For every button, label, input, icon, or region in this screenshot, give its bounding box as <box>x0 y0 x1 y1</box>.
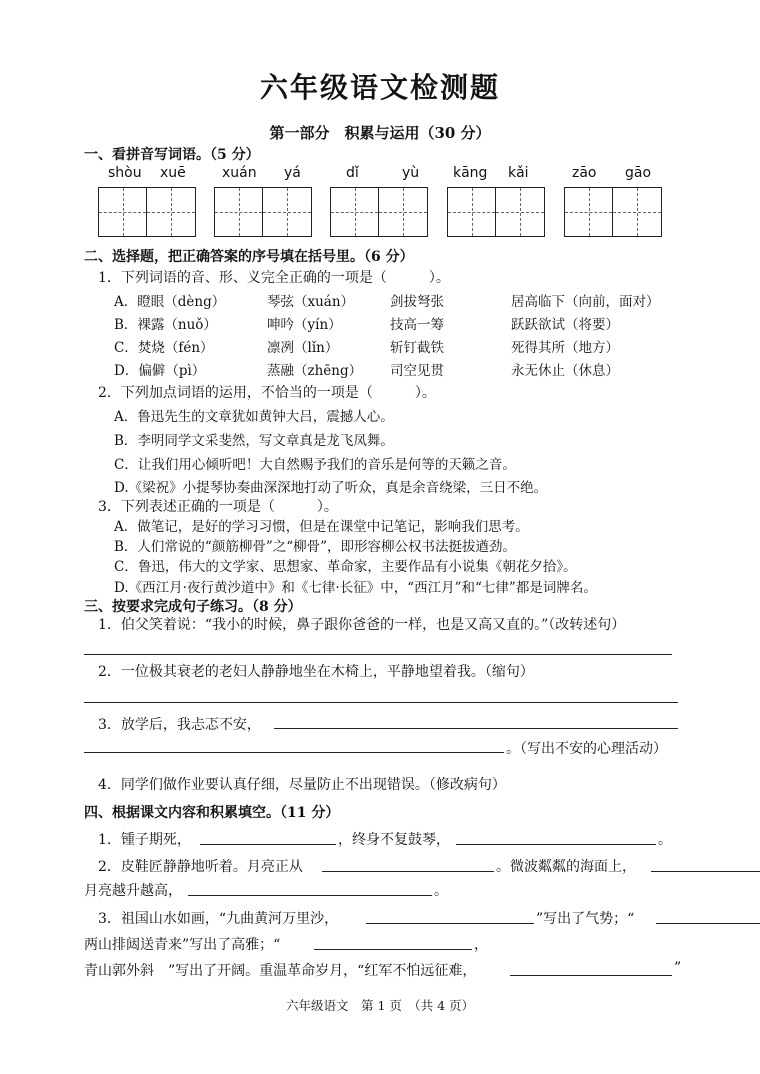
fill-text: 1．锺子期死， <box>98 832 191 848</box>
pinyin-label: xuán <box>222 165 257 181</box>
option-cell: A．瞪眼（dèng） <box>114 294 226 310</box>
writing-cell[interactable] <box>215 188 263 236</box>
section-1-heading: 一、看拼音写词语。（5 分） <box>84 147 260 163</box>
answer-line[interactable] <box>84 702 678 703</box>
option-line: C．让我们用心倾听吧！大自然赐予我们的音乐是何等的天籁之音。 <box>114 457 516 473</box>
fill-text: 。 <box>434 883 448 899</box>
section-4-heading: 四、根据课文内容和积累填空。（11 分） <box>84 805 340 821</box>
pinyin-label: dǐ <box>346 165 359 181</box>
writing-box[interactable] <box>447 187 545 237</box>
sentence-task: 2．一位极其衰老的老妇人静静地坐在木椅上，平静地望着我。（缩句） <box>98 664 534 680</box>
option-line: D.《西江月·夜行黄沙道中》和《七律·长征》中，“西江月”和“七律”都是词牌名。 <box>114 580 597 596</box>
option-line: C．鲁迅，伟大的文学家、思想家、革命家，主要作品有小说集《朝花夕拾》。 <box>114 559 577 575</box>
question-stem: 1．下列词语的音、形、义完全正确的一项是（ ）。 <box>98 270 450 286</box>
option-line: D.《梁祝》小提琴协奏曲深深地打动了听众，真是余音绕梁，三日不绝。 <box>114 480 548 496</box>
option-cell: 居高临下（向前，面对） <box>511 294 660 310</box>
writing-cell[interactable] <box>496 188 544 236</box>
answer-line[interactable] <box>510 975 672 976</box>
fill-text: ，终身不复鼓琴， <box>338 832 450 848</box>
answer-line[interactable] <box>84 752 504 753</box>
option-cell: 司空见贯 <box>390 363 444 379</box>
fill-text: 。 <box>658 832 672 848</box>
answer-line[interactable] <box>314 949 472 950</box>
answer-line[interactable] <box>84 654 672 655</box>
option-cell: 凛冽（lǐn） <box>267 340 339 356</box>
sentence-task: 3．放学后，我忐忑不安， <box>98 717 261 733</box>
fill-text: 两山排闼送青来”写出了高雅；“ <box>84 937 281 953</box>
fill-text: ” <box>674 960 682 976</box>
pinyin-label: gāo <box>625 165 652 181</box>
part-subtitle: 第一部分 积累与运用（30 分） <box>269 124 491 142</box>
option-cell: 琴弦（xuán） <box>267 294 355 310</box>
pinyin-label: xuē <box>160 165 186 181</box>
answer-line[interactable] <box>651 871 760 872</box>
writing-cell[interactable] <box>613 188 661 236</box>
option-line: A．做笔记，是好的学习习惯，但是在课堂中记笔记，影响我们思考。 <box>114 519 529 535</box>
writing-cell[interactable] <box>331 188 379 236</box>
sentence-task: 4．同学们做作业要认真仔细，尽量防止不出现错误。（修改病句） <box>98 777 506 793</box>
option-cell: 蒸融（zhēng） <box>267 363 363 379</box>
writing-box[interactable] <box>214 187 312 237</box>
pinyin-label: zāo <box>572 165 597 181</box>
writing-box[interactable] <box>564 187 662 237</box>
option-cell: B．裸露（nuǒ） <box>114 317 217 333</box>
answer-line[interactable] <box>656 923 760 924</box>
pinyin-label: kāng <box>453 165 488 181</box>
fill-text: 月亮越升越高， <box>84 883 182 899</box>
writing-cell[interactable] <box>263 188 311 236</box>
writing-cell[interactable] <box>448 188 496 236</box>
fill-text: ， <box>474 937 488 953</box>
answer-line[interactable] <box>188 895 432 896</box>
task-hint: 。（写出不安的心理活动） <box>506 741 667 757</box>
option-line: B．李明同学文采斐然，写文章真是龙飞凤舞。 <box>114 433 394 449</box>
answer-line[interactable] <box>456 844 656 845</box>
fill-text: 2．皮鞋匠静静地听着。月亮正从 <box>98 859 303 875</box>
answer-line[interactable] <box>200 844 336 845</box>
option-cell: 永无休止（休息） <box>511 363 619 379</box>
option-cell: 呻吟（yín） <box>267 317 342 333</box>
writing-box[interactable] <box>330 187 428 237</box>
option-cell: 死得其所（地方） <box>511 340 619 356</box>
option-cell: 斩钉截铁 <box>390 340 444 356</box>
page-title: 六年级语文检测题 <box>259 71 500 104</box>
pinyin-label: yù <box>402 165 420 181</box>
option-cell: D．偏僻（pì） <box>114 363 206 379</box>
answer-line[interactable] <box>322 871 494 872</box>
section-2-heading: 二、选择题，把正确答案的序号填在括号里。（6 分） <box>84 249 414 265</box>
question-stem: 3．下列表述正确的一项是（ ）。 <box>98 499 338 515</box>
question-stem: 2．下列加点词语的运用，不恰当的一项是（ ）。 <box>98 385 436 401</box>
option-cell: C．焚烧（fén） <box>114 340 214 356</box>
option-line: A．鲁迅先生的文章犹如黄钟大吕，震撼人心。 <box>114 409 394 425</box>
fill-text: 3．祖国山水如画，“九曲黄河万里沙， <box>98 911 339 927</box>
pinyin-label: shòu <box>108 165 142 181</box>
writing-cell[interactable] <box>99 188 147 236</box>
section-3-heading: 三、按要求完成句子练习。（8 分） <box>84 599 302 615</box>
sentence-task: 1．伯父笑着说：“我小的时候，鼻子跟你爸爸的一样，也是又高又直的。”（改转述句） <box>98 617 626 633</box>
writing-cell[interactable] <box>147 188 195 236</box>
fill-text: ”写出了气势；“ <box>536 911 635 927</box>
pinyin-label: kǎi <box>508 165 529 181</box>
answer-line[interactable] <box>274 728 678 729</box>
option-cell: 跃跃欲试（将要） <box>511 317 619 333</box>
answer-line[interactable] <box>366 923 534 924</box>
pinyin-label: yá <box>284 165 301 181</box>
page-footer: 六年级语文 第 1 页 （共 4 页） <box>285 998 475 1013</box>
option-cell: 剑拔弩张 <box>390 294 444 310</box>
writing-box[interactable] <box>98 187 196 237</box>
writing-cell[interactable] <box>565 188 613 236</box>
fill-text: 青山郭外斜 ”写出了开阔。重温革命岁月，“红军不怕远征难， <box>84 963 477 979</box>
fill-text: 。微波粼粼的海面上， <box>496 859 636 875</box>
option-cell: 技高一筹 <box>390 317 444 333</box>
writing-cell[interactable] <box>379 188 427 236</box>
option-line: B．人们常说的“颜筋柳骨”之“柳骨”，即形容柳公权书法挺拔遒劲。 <box>114 539 517 555</box>
